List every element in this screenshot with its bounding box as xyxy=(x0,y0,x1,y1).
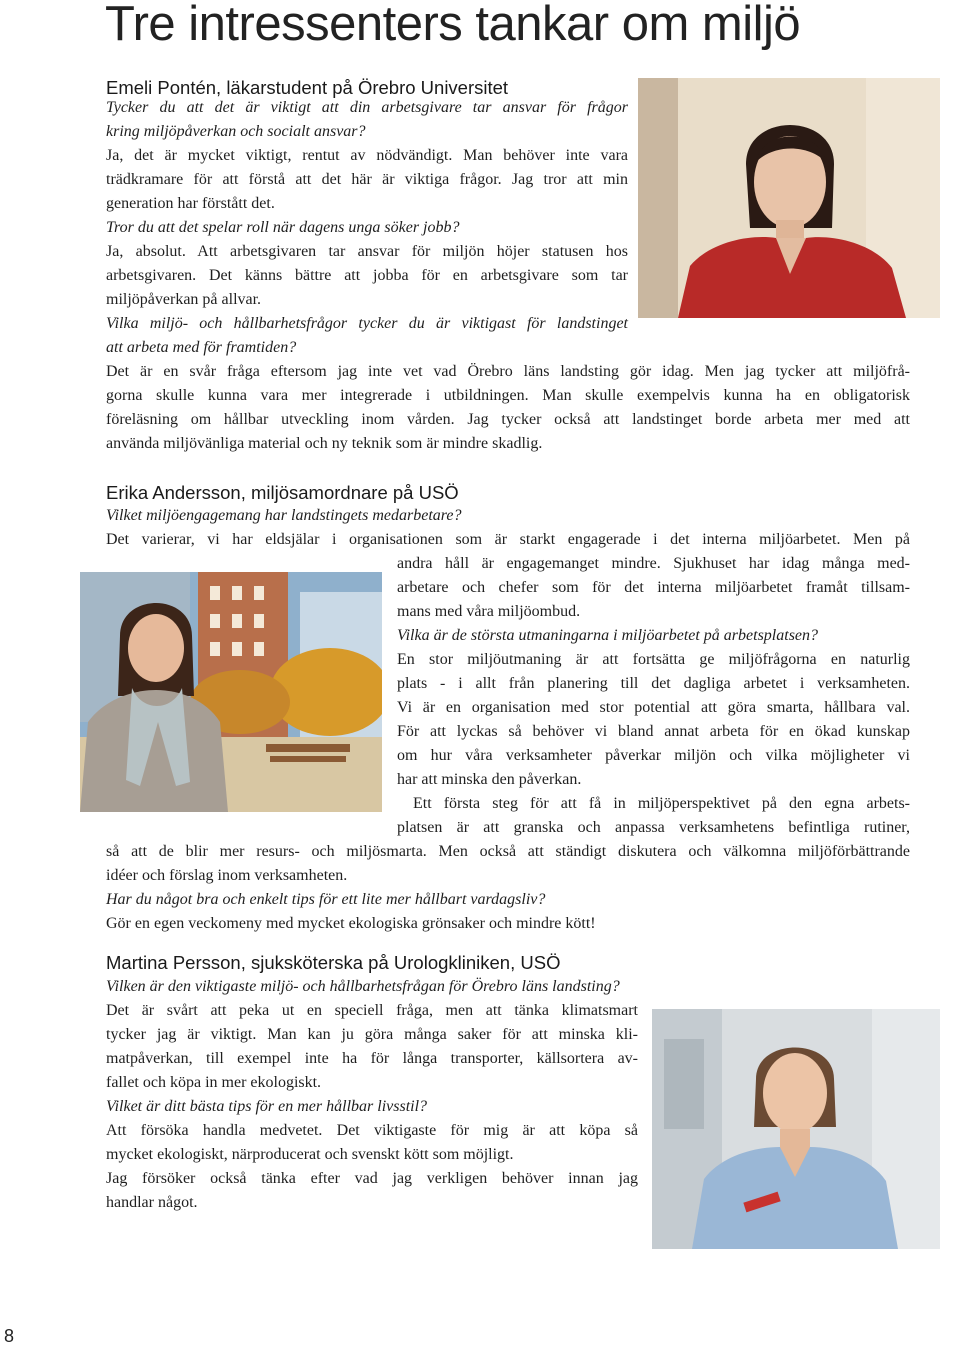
answer-line: andra håll är engagemanget mindre. Sjukhuset har idag många med- xyxy=(397,555,910,572)
question: Vilket miljöengagemang har landstingets medarbetare? xyxy=(106,507,462,524)
question: Tror du att det spelar roll när dagens unga söker jobb? xyxy=(106,219,460,236)
answer-line: idéer och förslag inom verksamheten. xyxy=(106,867,348,884)
answer-line: Att försöka handla medvetet. Det viktigaste för mig är att köpa så xyxy=(106,1122,638,1139)
answer-line: gorna skulle kunna vara mer integrerade i utbildningen. Man skulle exempelvis kunna ha en obligatorisk xyxy=(106,387,910,404)
section-body-erika-full xyxy=(106,840,910,936)
section-heading-emeli: Emeli Pontén, läkarstudent på Örebro Universitet xyxy=(106,77,509,98)
answer-line: så att de blir mer resurs- och miljösmarta. Men också att ständigt diskutera och välkomna miljöförbättrande xyxy=(106,843,910,860)
portrait-photo-martina xyxy=(652,1009,940,1249)
answer-line: För att lyckas så behöver vi bland annat arbeta för en ökad kunskap xyxy=(397,723,910,740)
question: Vilka är de största utmaningarna i miljöarbetet på arbetsplatsen? xyxy=(397,627,819,644)
section-heading-erika: Erika Andersson, miljösamordnare på USÖ xyxy=(106,482,459,503)
section-heading-martina: Martina Persson, sjuksköterska på Urologkliniken, USÖ xyxy=(106,952,561,973)
section-body-martina xyxy=(106,999,638,1215)
answer-line: Ja, absolut. Att arbetsgivaren tar ansvar för miljön höjer statusen hos xyxy=(106,243,628,260)
answer-line: arbetare och chefer som för det interna miljöarbetet framåt tillsam- xyxy=(397,579,910,596)
answer-line: platsen är att granska och anpassa verksamhetens befintliga rutiner, xyxy=(397,819,910,836)
question: att arbeta med för framtiden? xyxy=(106,339,297,356)
question: Har du något bra och enkelt tips för ett lite mer hållbart vardagsliv? xyxy=(106,891,546,908)
answer-line: tycker jag är viktigt. Man kan ju göra många saker för att minska kli- xyxy=(106,1026,638,1043)
portrait-photo-erika xyxy=(80,572,382,812)
answer-line: En stor miljöutmaning är att fortsätta ge miljöfrågorna en naturlig xyxy=(397,651,910,668)
answer-line: trädkramare för att förstå att det här är viktiga frågor. Jag tror att min xyxy=(106,171,628,188)
answer-line: om hur våra verksamheter påverkar miljön och vilka möjligheter vi xyxy=(397,747,910,764)
answer-line: matpåverkan, till exempel inte ha för långa transporter, källsortera av- xyxy=(106,1050,638,1067)
answer-line: plats - i allt från planering till det dagliga arbetet i verksamheten. xyxy=(397,675,910,692)
question: Vilka miljö- och hållbarhetsfrågor tycker du är viktigast för landstinget xyxy=(106,315,628,332)
answer-line: miljöpåverkan på allvar. xyxy=(106,291,262,308)
question: Vilket är ditt bästa tips för en mer hållbar livsstil? xyxy=(106,1098,428,1115)
answer-line: har att minska den påverkan. xyxy=(397,771,582,788)
answer-line: använda miljövänliga material och ny teknik som är mindre skadlig. xyxy=(106,435,543,452)
answer-line: mycket ekologiskt, närproducerat och svenskt kött som möjligt. xyxy=(106,1146,514,1163)
answer-line: föreläsning om hållbar utveckling inom vården. Jag tycker också att landstinget borde arbeta mer med att xyxy=(106,411,910,428)
question: kring miljöpåverkan och socialt ansvar? xyxy=(106,123,366,140)
answer-line: Det är en svår fråga eftersom jag inte vet vad Örebro läns landsting gör idag. Men jag tycker att miljöfrå- xyxy=(106,363,910,380)
answer-line: handlar något. xyxy=(106,1194,198,1211)
question: Tycker du att det är viktigt att din arbetsgivare tar ansvar för frågor xyxy=(106,99,628,116)
answer-line: arbetsgivaren. Det känns bättre att jobba för en arbetsgivare som tar xyxy=(106,267,628,284)
answer-line: Ja, det är mycket viktigt, rentut av nödvändigt. Man behöver inte vara xyxy=(106,147,628,164)
answer-line: Jag försöker också tänka efter vad jag verkligen behöver innan jag xyxy=(106,1170,638,1187)
answer-line: Det är svårt att peka ut en speciell fråga, men att tänka klimatsmart xyxy=(106,1002,638,1019)
answer-line: Vi är en organisation med stor potential att göra smarta, hållbara val. xyxy=(397,699,910,716)
answer-line: fallet och köpa in mer ekologiskt. xyxy=(106,1074,322,1091)
answer-line: Ett första steg för att få in miljöperspektivet på den egna arbets- xyxy=(413,795,910,812)
section-body-erika-wrapped xyxy=(397,552,910,840)
page-number: 8 xyxy=(4,1326,15,1346)
portrait-photo-emeli xyxy=(638,78,940,318)
answer-line: mans med våra miljöombud. xyxy=(397,603,581,620)
answer-line: generation har förstått det. xyxy=(106,195,275,212)
page-title: Tre intressenters tankar om miljö xyxy=(105,0,801,51)
answer-line: Gör en egen veckomeny med mycket ekologiska grönsaker och mindre kött! xyxy=(106,915,596,932)
question: Vilken är den viktigaste miljö- och hållbarhetsfrågan för Örebro läns landsting? xyxy=(106,978,620,995)
answer-line: Det varierar, vi har eldsjälar i organisationen som är starkt engagerade i det interna miljöarbetet. Men på xyxy=(106,531,910,548)
